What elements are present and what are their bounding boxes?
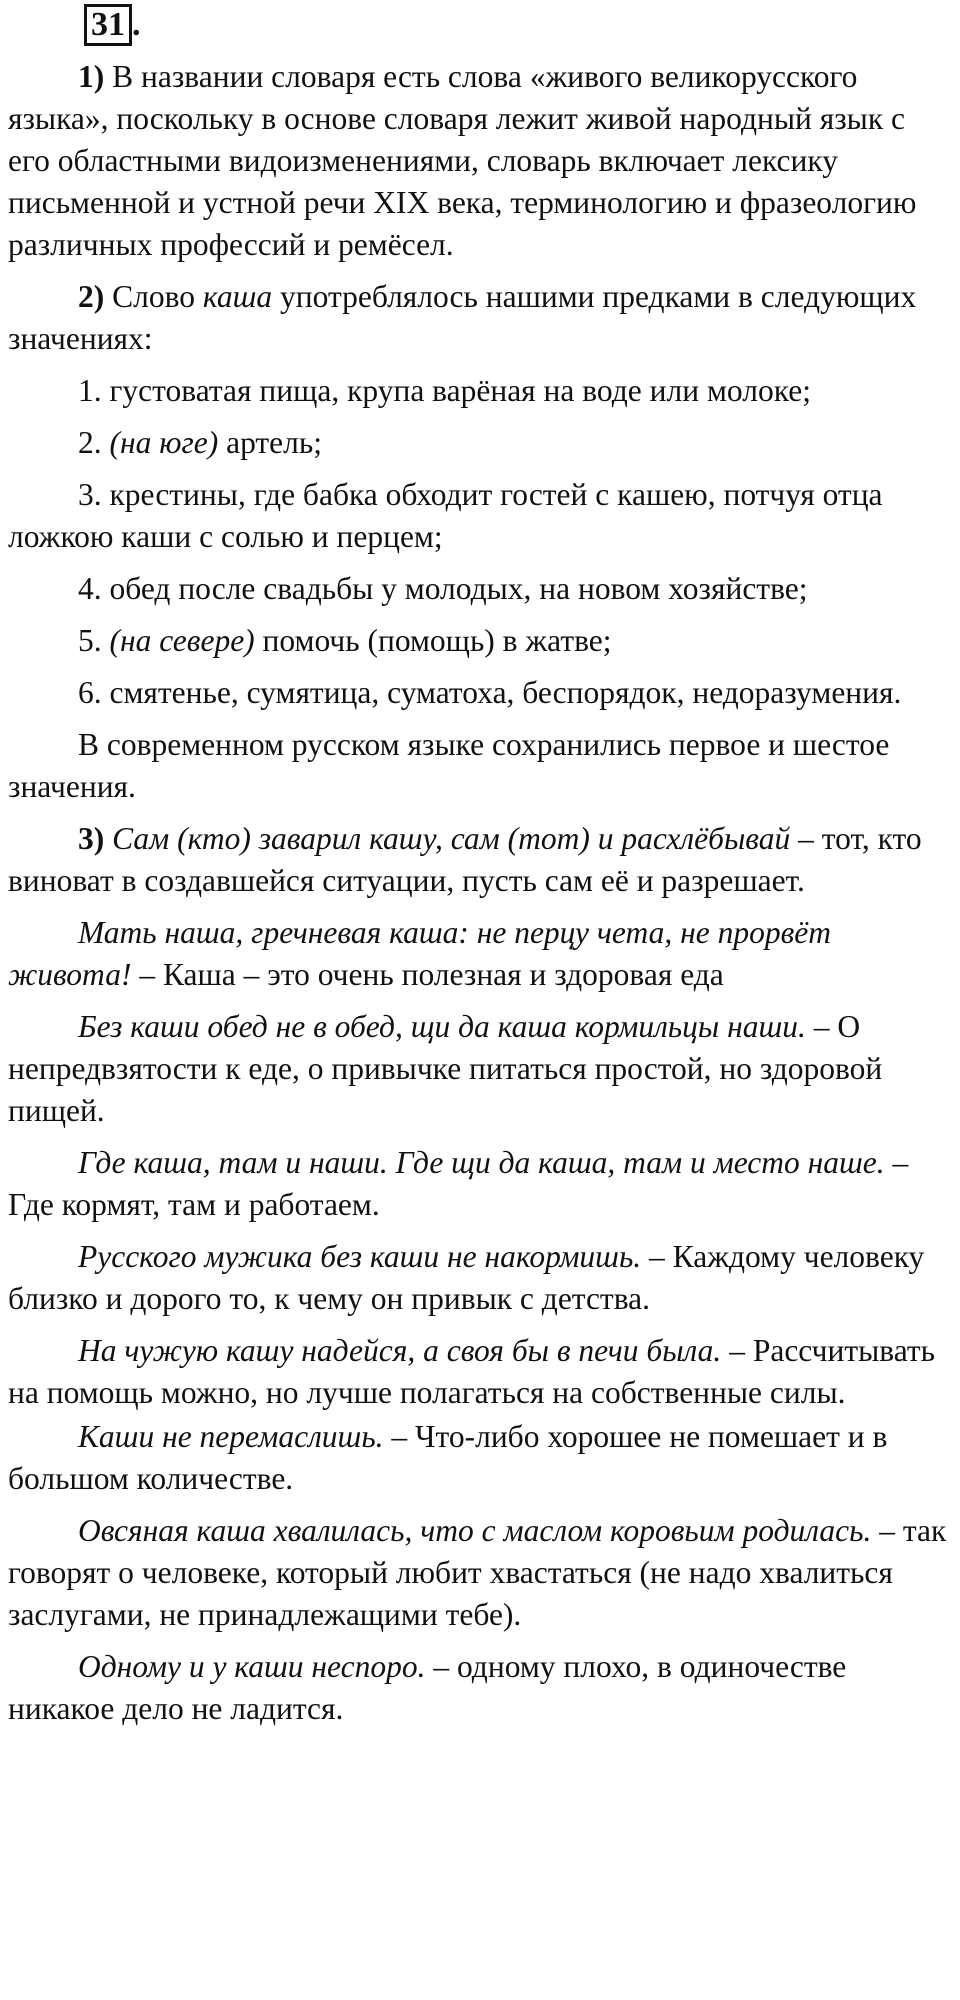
part1-text: В названии словаря есть слова «живого великорусского языка», поскольку в основе словаря лежит живой народный язык с его областными видоизменениями, словарь включает лексику письменной и устной речи XIX века, терминологию и фразеологию различных профессий и ремёсел.: [8, 59, 917, 262]
proverb-paragraph: [8, 818, 948, 902]
meaning-item: [8, 474, 948, 558]
part1-paragraph: [8, 56, 948, 266]
proverb-meaning: – Каждому человеку близко и дорого то, к чему он привык с детства.: [8, 1239, 925, 1316]
part2-keyword: каша: [202, 279, 273, 314]
part2-conclusion: В современном русском языке сохранились первое и шестое значения.: [8, 727, 890, 804]
task-number-dot: .: [132, 6, 141, 43]
meaning-text: смятенье, сумятица, суматоха, беспорядок, недоразумения.: [109, 675, 902, 710]
proverb-paragraph: [8, 1510, 948, 1636]
meaning-number: 1.: [78, 373, 110, 408]
proverb-meaning: – Каша – это очень полезная и здоровая еда: [131, 957, 724, 992]
proverb-meaning: – Что-либо хорошее не помешает и в большом количестве.: [8, 1419, 888, 1496]
proverb-meaning: – Рассчитывать на помощь можно, но лучше полагаться на собственные силы.: [8, 1333, 936, 1410]
proverb-meaning: – так говорят о человеке, который любит хвастаться (не надо хвалиться заслугами, не принадлежащими тебе).: [8, 1513, 947, 1632]
proverb-text: Без каши обед не в обед, щи да каша кормильцы наши.: [78, 1009, 806, 1044]
task-header: [8, 4, 948, 56]
proverb-text: На чужую кашу надейся, а своя бы в печи была.: [78, 1333, 722, 1368]
proverb-text: Мать наша, гречневая каша: не перцу чета, не прорвёт живота!: [8, 915, 831, 992]
proverb-paragraph: [8, 1416, 948, 1500]
proverb-meaning: – О непредвзятости к еде, о привычке питаться простой, но здоровой пищей.: [8, 1009, 883, 1128]
meaning-item: [8, 620, 948, 662]
proverb-paragraph: [8, 912, 948, 996]
proverb-paragraph: [8, 1006, 948, 1132]
proverb-meaning: – тот, кто виноват в создавшейся ситуации, пусть сам её и разрешает.: [8, 821, 922, 898]
meaning-text: густоватая пища, крупа варёная на воде или молоке;: [109, 373, 811, 408]
meaning-number: 3.: [78, 477, 110, 512]
proverb-paragraph: [8, 1142, 948, 1226]
meaning-text: крестины, где бабка обходит гостей с кашею, потчуя отца ложкою каши с солью и перцем;: [8, 477, 883, 554]
meaning-note: (на севере): [109, 623, 255, 658]
proverb-text: Одному и у каши неспоро.: [78, 1649, 426, 1684]
meaning-text: помочь (помощь) в жатве;: [254, 623, 612, 658]
part2-marker: 2): [78, 279, 105, 314]
proverb-text: Каши не перемаслишь.: [78, 1419, 384, 1454]
proverb-text: Овсяная каша хвалилась, что с маслом коровьим родилась.: [78, 1513, 872, 1548]
meaning-number: 5.: [78, 623, 110, 658]
meaning-number: 6.: [78, 675, 110, 710]
meaning-item: [8, 568, 948, 610]
meaning-number: 2.: [78, 425, 110, 460]
task-number: 31: [91, 6, 125, 43]
proverb-text: Русского мужика без каши не накормишь.: [78, 1239, 642, 1274]
meaning-item: [8, 370, 948, 412]
part1-marker: 1): [78, 59, 105, 94]
proverb-paragraph: [8, 1646, 948, 1730]
part2-intro-after: употреблялось нашими предками в следующих значениях:: [8, 279, 917, 356]
part2-intro: [8, 276, 948, 360]
meaning-item: [8, 672, 948, 714]
proverb-meaning: – Где кормят, там и работаем.: [8, 1145, 909, 1222]
proverb-meaning: – одному плохо, в одиночестве никакое дело не ладится.: [8, 1649, 847, 1726]
part3-marker: 3): [78, 821, 105, 856]
meaning-note: (на юге): [109, 425, 219, 460]
proverb-text: Сам (кто) заварил кашу, сам (тот) и расхлёбывай: [112, 821, 791, 856]
meaning-text: обед после свадьбы у молодых, на новом хозяйстве;: [109, 571, 808, 606]
meaning-number: 4.: [78, 571, 110, 606]
proverb-paragraph: [8, 1236, 948, 1320]
proverb-text: Где каша, там и наши. Где щи да каша, там и место наше.: [78, 1145, 885, 1180]
proverb-paragraph: [8, 1330, 948, 1414]
task-number-box: [84, 4, 132, 46]
meaning-item: [8, 422, 948, 464]
part2-intro-before: Слово: [104, 279, 203, 314]
meaning-text: артель;: [218, 425, 322, 460]
